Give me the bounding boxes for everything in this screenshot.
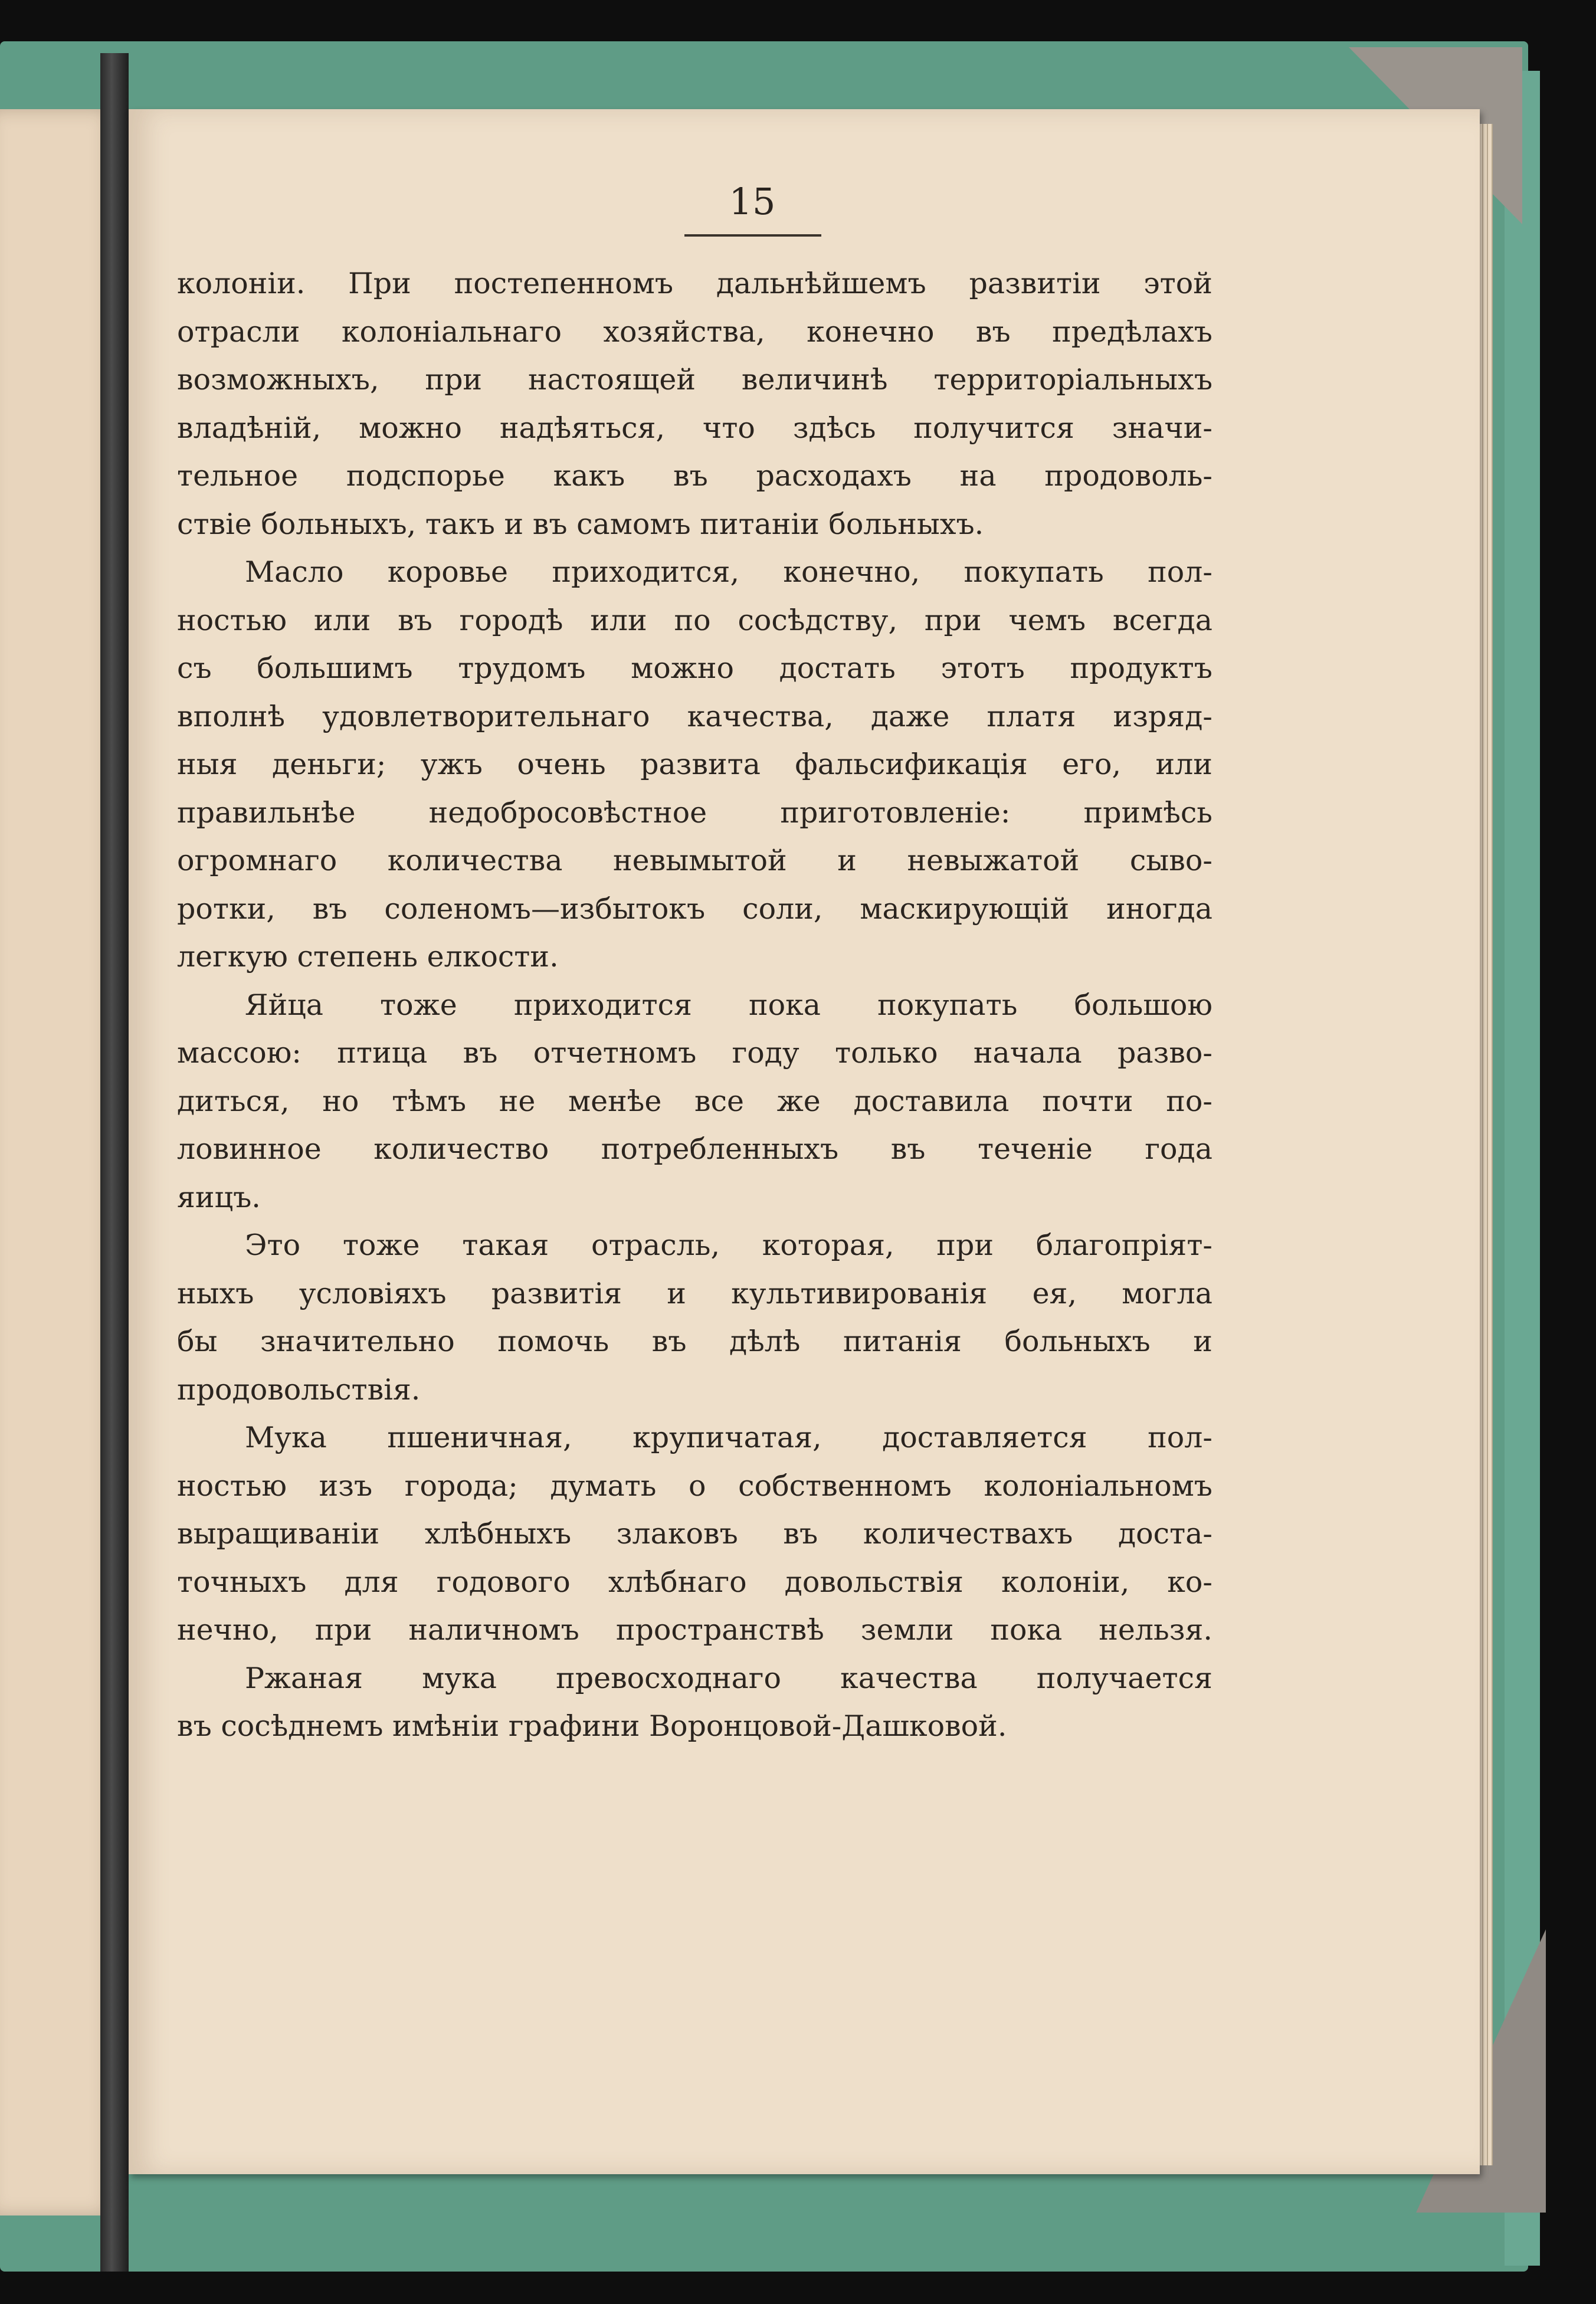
- word: тельное: [177, 459, 299, 493]
- word: изряд-: [1113, 699, 1212, 733]
- word: разво-: [1117, 1036, 1212, 1070]
- word: платя: [987, 699, 1076, 733]
- word: наличномъ: [408, 1613, 579, 1647]
- word: удовлетворительнаго: [322, 699, 650, 733]
- word: пшеничная,: [387, 1421, 572, 1454]
- word: но: [322, 1084, 359, 1118]
- word: качества: [840, 1661, 978, 1695]
- word: отрасли: [177, 314, 300, 349]
- word: колоніальнаго: [341, 314, 562, 349]
- text-line: [177, 1510, 1212, 1558]
- word: недобросовѣстное: [428, 795, 707, 830]
- text-line: [177, 1414, 1212, 1462]
- word: колоніи,: [1001, 1565, 1130, 1599]
- text-line: въ сосѣднемъ имѣніи графини Воронцовой-Дашковой.: [177, 1709, 1007, 1743]
- word: величинѣ: [741, 363, 888, 396]
- word: пол-: [1148, 555, 1212, 589]
- text-line: [177, 597, 1212, 645]
- word: хлѣбныхъ: [424, 1517, 572, 1551]
- book-spine: [100, 53, 129, 2272]
- text-line: [177, 1558, 1212, 1607]
- word: деньги;: [272, 748, 386, 781]
- word: злаковъ: [616, 1517, 738, 1551]
- word: качества,: [687, 699, 834, 733]
- page-text: [177, 260, 1212, 1751]
- word: въ: [890, 1132, 926, 1166]
- word: не: [499, 1084, 536, 1118]
- word: невымытой: [613, 844, 787, 877]
- word: массою:: [177, 1036, 301, 1070]
- text-line: [177, 1221, 1212, 1270]
- text-line: [177, 548, 1212, 597]
- text-line: [177, 981, 1212, 1030]
- word: маскирующій: [860, 892, 1070, 926]
- word: думать: [550, 1469, 657, 1503]
- word: въ: [783, 1517, 818, 1551]
- word: ротки,: [177, 892, 276, 926]
- word: доставляется: [882, 1421, 1087, 1454]
- word: питанія: [843, 1325, 962, 1358]
- paragraph: [177, 1221, 1212, 1414]
- word: сыво-: [1129, 844, 1212, 877]
- word: примѣсь: [1083, 795, 1212, 830]
- text-line: [177, 1125, 1212, 1174]
- word: значительно: [260, 1325, 455, 1358]
- word: Мука: [245, 1421, 327, 1454]
- word: дѣлѣ: [729, 1325, 801, 1358]
- text-line: [177, 260, 1212, 308]
- word: нельзя.: [1099, 1613, 1212, 1647]
- word: бы: [177, 1325, 218, 1358]
- word: собственномъ: [738, 1469, 952, 1503]
- word: подспорье: [346, 459, 505, 493]
- word: году: [732, 1036, 799, 1070]
- word: благопріят-: [1035, 1228, 1212, 1262]
- word: надѣяться,: [499, 411, 666, 445]
- text-line: [177, 1270, 1212, 1318]
- word: при: [425, 363, 483, 396]
- word: вполнѣ: [177, 699, 286, 733]
- word: въ: [398, 603, 432, 637]
- word: помочь: [497, 1325, 609, 1358]
- word: нечно,: [177, 1613, 278, 1647]
- page-number-rule: [684, 234, 821, 237]
- word: и: [1193, 1325, 1212, 1358]
- text-line: яицъ.: [177, 1180, 261, 1214]
- word: можно: [631, 651, 734, 685]
- word: очень: [517, 748, 606, 781]
- word: сосѣдству,: [738, 603, 898, 637]
- word: пока: [749, 988, 821, 1022]
- word: отрасль,: [591, 1228, 720, 1262]
- word: пол-: [1148, 1421, 1212, 1454]
- text-line: [177, 693, 1212, 741]
- word: о: [689, 1469, 706, 1503]
- word: большимъ: [257, 651, 413, 685]
- word: получается: [1036, 1661, 1212, 1695]
- text-line: [177, 789, 1212, 837]
- word: ея,: [1032, 1276, 1077, 1310]
- word: этой: [1143, 267, 1212, 300]
- word: Яйца: [245, 988, 323, 1022]
- paragraph: [177, 981, 1212, 1222]
- word: приходится,: [552, 555, 740, 589]
- word: довольствія: [784, 1565, 964, 1599]
- word: приходится: [513, 988, 692, 1022]
- word: значи-: [1112, 411, 1212, 445]
- word: и: [837, 844, 857, 877]
- word: городѣ: [459, 603, 563, 637]
- word: года: [1145, 1132, 1212, 1166]
- word: коровье: [387, 555, 509, 589]
- word: развитія: [491, 1276, 622, 1310]
- word: доста-: [1118, 1517, 1212, 1551]
- word: или: [590, 603, 647, 637]
- word: условіяхъ: [299, 1276, 447, 1310]
- word: территоріальныхъ: [933, 363, 1212, 396]
- word: при: [936, 1228, 994, 1262]
- word: количество: [373, 1132, 549, 1166]
- word: больныхъ: [1004, 1325, 1151, 1358]
- word: изъ: [319, 1469, 373, 1503]
- word: которая,: [762, 1228, 894, 1262]
- word: трудомъ: [458, 651, 586, 685]
- word: соленомъ—избытокъ: [384, 892, 706, 926]
- word: или: [1155, 748, 1212, 781]
- word: количества: [387, 844, 563, 877]
- page-number: 15: [729, 180, 776, 223]
- word: огромнаго: [177, 844, 337, 877]
- word: получится: [913, 411, 1074, 445]
- word: тѣмъ: [392, 1084, 467, 1118]
- word: ловинное: [177, 1132, 322, 1166]
- word: ныхъ: [177, 1276, 254, 1310]
- word: приготовленіе:: [780, 795, 1011, 830]
- word: фальсификація: [795, 748, 1028, 781]
- text-line: [177, 1317, 1212, 1366]
- word: годового: [436, 1565, 571, 1599]
- word: развита: [640, 748, 761, 781]
- text-line: [177, 356, 1212, 404]
- text-line: [177, 1029, 1212, 1077]
- word: его,: [1062, 748, 1122, 781]
- word: предѣлахъ: [1052, 314, 1212, 349]
- word: и: [667, 1276, 686, 1310]
- word: ко-: [1167, 1565, 1212, 1599]
- word: возможныхъ,: [177, 363, 379, 396]
- word: развитіи: [969, 267, 1101, 300]
- text-line: [177, 1462, 1212, 1510]
- word: диться,: [177, 1084, 290, 1118]
- word: по: [674, 603, 711, 637]
- word: расходахъ: [756, 459, 912, 493]
- word: почти: [1042, 1084, 1133, 1118]
- word: Это: [245, 1228, 301, 1262]
- word: такая: [462, 1228, 549, 1262]
- word: по-: [1166, 1084, 1212, 1118]
- word: тоже: [380, 988, 457, 1022]
- word: въ: [463, 1036, 498, 1070]
- word: на: [959, 459, 997, 493]
- word: соли,: [742, 892, 823, 926]
- text-line: [177, 885, 1212, 933]
- word: Ржаная: [245, 1661, 363, 1695]
- cover-edge: [1505, 71, 1540, 2266]
- text-line: [177, 404, 1212, 453]
- word: съ: [177, 651, 212, 685]
- word: въ: [312, 892, 348, 926]
- word: отчетномъ: [533, 1036, 697, 1070]
- word: ныя: [177, 748, 238, 781]
- word: хлѣбнаго: [608, 1565, 747, 1599]
- text-line: [177, 644, 1212, 693]
- word: пока: [990, 1613, 1063, 1647]
- word: правильнѣе: [177, 795, 356, 830]
- word: иногда: [1106, 892, 1212, 926]
- word: дальнѣйшемъ: [716, 267, 926, 300]
- word: При: [348, 267, 411, 300]
- word: хозяйства,: [603, 314, 765, 349]
- word: ностью: [177, 1469, 287, 1503]
- word: достать: [779, 651, 896, 685]
- word: этотъ: [940, 651, 1025, 685]
- word: большою: [1074, 988, 1212, 1022]
- word: ужъ: [420, 748, 483, 781]
- word: здѣсь: [792, 411, 876, 445]
- word: Масло: [245, 555, 344, 589]
- word: крупичатая,: [632, 1421, 822, 1454]
- word: для: [344, 1565, 399, 1599]
- word: только: [835, 1036, 938, 1070]
- word: конечно: [807, 314, 935, 349]
- word: какъ: [553, 459, 625, 493]
- text-line: [177, 740, 1212, 789]
- word: точныхъ: [177, 1565, 307, 1599]
- text-line: ствіе больныхъ, такъ и въ самомъ питаніи больныхъ.: [177, 507, 984, 541]
- word: что: [702, 411, 755, 445]
- word: можно: [359, 411, 462, 445]
- word: постепенномъ: [454, 267, 674, 300]
- word: въ: [651, 1325, 687, 1358]
- word: превосходнаго: [556, 1661, 781, 1695]
- word: мука: [422, 1661, 497, 1695]
- word: доставила: [853, 1084, 1010, 1118]
- word: при: [924, 603, 982, 637]
- text-line: [177, 1077, 1212, 1126]
- word: продуктъ: [1070, 651, 1212, 685]
- text-line: [177, 837, 1212, 885]
- word: владѣній,: [177, 411, 322, 445]
- word: тоже: [342, 1228, 420, 1262]
- word: всегда: [1112, 603, 1212, 637]
- word: въ: [673, 459, 708, 493]
- word: города;: [404, 1469, 518, 1503]
- word: покупать: [964, 555, 1104, 589]
- word: выращиваніи: [177, 1517, 380, 1551]
- word: конечно,: [783, 555, 920, 589]
- paragraph: [177, 1654, 1212, 1751]
- text-line: [177, 1654, 1212, 1703]
- word: могла: [1122, 1276, 1212, 1310]
- word: количествахъ: [863, 1517, 1073, 1551]
- text-line: легкую степень елкости.: [177, 940, 559, 974]
- word: начала: [973, 1036, 1082, 1070]
- text-line: [177, 452, 1212, 500]
- word: или: [313, 603, 371, 637]
- text-line: [177, 1606, 1212, 1654]
- word: чемъ: [1008, 603, 1086, 637]
- word: при: [314, 1613, 372, 1647]
- word: же: [776, 1084, 821, 1118]
- word: менѣе: [568, 1084, 662, 1118]
- paragraph: [177, 548, 1212, 981]
- word: ностью: [177, 603, 287, 637]
- word: колоніи.: [177, 267, 306, 300]
- word: колоніальномъ: [984, 1469, 1212, 1503]
- word: потребленныхъ: [601, 1132, 839, 1166]
- word: все: [694, 1084, 745, 1118]
- word: земли: [860, 1613, 954, 1647]
- word: культивированія: [731, 1276, 988, 1310]
- word: даже: [870, 699, 950, 733]
- word: невыжатой: [907, 844, 1080, 877]
- word: продоволь-: [1044, 459, 1212, 493]
- word: пространствѣ: [615, 1613, 824, 1647]
- paragraph: [177, 1414, 1212, 1654]
- paragraph: [177, 260, 1212, 548]
- word: теченіе: [978, 1132, 1093, 1166]
- word: покупать: [877, 988, 1018, 1022]
- text-line: продовольствія.: [177, 1372, 421, 1407]
- word: настоящей: [527, 363, 696, 396]
- word: въ: [975, 314, 1011, 349]
- word: птица: [337, 1036, 428, 1070]
- text-line: [177, 308, 1212, 356]
